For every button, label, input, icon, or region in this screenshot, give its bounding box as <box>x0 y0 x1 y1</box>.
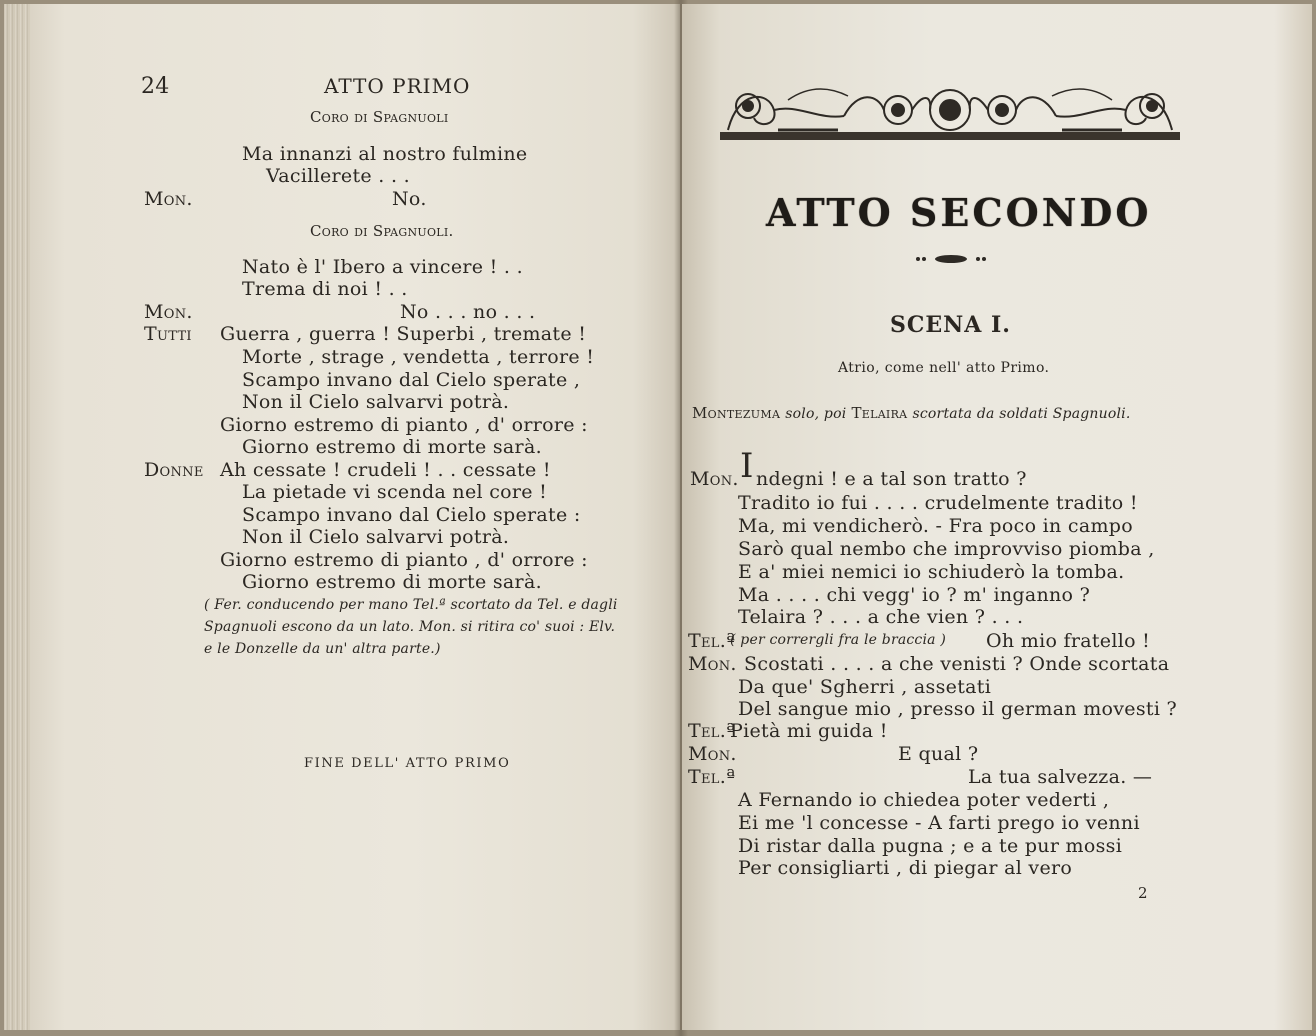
verse-line: Scostati . . . . a che venisti ? Onde scortata <box>744 653 1170 675</box>
speaker-label: Mon. <box>144 188 193 210</box>
speaker-label: Mon. <box>688 653 737 675</box>
verse-line: Telaira ? . . . a che vien ? . . . <box>738 606 1024 628</box>
verse-line: Giorno estremo di pianto , d' orrore : <box>220 414 588 436</box>
stage-direction: Spagnuoli escono da un lato. Mon. si ritira co' suoi : Elv. <box>204 619 616 635</box>
cast-name: Montezuma <box>692 404 781 422</box>
verse-line: Ma . . . . chi vegg' io ? m' inganno ? <box>738 584 1091 606</box>
verse-line: Scampo invano dal Cielo sperate : <box>242 504 581 526</box>
right-page <box>682 4 1312 1030</box>
verse-line: A Fernando io chiedea poter vederti , <box>738 789 1110 811</box>
verse-line: Ah cessate ! crudeli ! . . cessate ! <box>220 459 551 481</box>
speaker-label: Tel.ª <box>688 630 736 652</box>
verse-line: Scampo invano dal Cielo sperate , <box>242 369 581 391</box>
verse-line: E a' miei nemici io schiuderò la tomba. <box>738 561 1125 583</box>
verse-line: Guerra , guerra ! Superbi , tremate ! <box>220 323 587 345</box>
verse-line: Giorno estremo di morte sarà. <box>242 436 542 458</box>
verse-line: No . . . no . . . <box>400 301 536 323</box>
page-edges <box>4 4 30 1030</box>
verse-line: Ma innanzi al nostro fulmine <box>242 143 528 165</box>
stage-direction: ( Fer. conducendo per mano Tel.ª scortato da Tel. e dagli <box>204 597 618 613</box>
speaker-label: Tel.ª <box>688 766 736 788</box>
verse-line: Ma, mi vendicherò. - Fra poco in campo <box>738 515 1133 537</box>
chorus-heading: Coro di Spagnuoli <box>310 108 449 126</box>
verse-line: Da que' Sgherri , assetati <box>738 676 992 698</box>
verse-line: Morte , strage , vendetta , terrore ! <box>242 346 595 368</box>
verse-line: Ei me 'l concesse - A farti prego io venni <box>738 812 1140 834</box>
stage-direction: ( per corrergli fra le braccia ) <box>730 632 947 648</box>
verse-line: Tradito io fui . . . . crudelmente tradito ! <box>738 492 1138 514</box>
verse-line: Di ristar dalla pugna ; e a te pur mossi <box>738 835 1123 857</box>
cast-name: Telaira <box>851 404 908 422</box>
verse-line: Trema di noi ! . . <box>242 278 408 300</box>
verse-line: ndegni ! e a tal son tratto ? <box>756 468 1027 490</box>
speaker-label: Mon. <box>688 743 737 765</box>
verse-line: Non il Cielo salvarvi potrà. <box>242 526 510 548</box>
cast-direction: scortata da soldati Spagnuoli. <box>912 406 1131 422</box>
headpiece-ornament-icon <box>718 80 1182 146</box>
verse-line: La pietade vi scenda nel core ! <box>242 481 548 503</box>
speaker-label: Tutti <box>144 323 192 345</box>
verse-line: E qual ? <box>898 743 979 765</box>
verse-line: Del sangue mio , presso il german movesti ? <box>738 698 1178 720</box>
scene-heading: SCENA I. <box>890 312 1011 338</box>
stage-direction: e le Donzelle da un' altra parte.) <box>204 641 441 657</box>
verse-line: Non il Cielo salvarvi potrà. <box>242 391 510 413</box>
cast-line <box>692 404 1130 422</box>
signature-mark: 2 <box>1138 884 1148 902</box>
verse-line: Giorno estremo di pianto , d' orrore : <box>220 549 588 571</box>
verse-line: Vacillerete . . . <box>266 165 410 187</box>
act-title: ATTO SECONDO <box>766 190 1152 235</box>
chorus-heading: Coro di Spagnuoli. <box>310 222 454 240</box>
running-head: ATTO PRIMO <box>324 74 471 98</box>
verse-line: Giorno estremo di morte sarà. <box>242 571 542 593</box>
speaker-label: Tel.ª <box>688 720 736 742</box>
speaker-label: Mon. <box>144 301 193 323</box>
cast-direction: solo, poi <box>785 406 847 422</box>
verse-line: Pietà mi guida ! <box>730 720 888 742</box>
end-of-act: FINE DELL' ATTO PRIMO <box>304 756 511 771</box>
verse-line: Nato è l' Ibero a vincere ! . . <box>242 256 523 278</box>
verse-line: Oh mio fratello ! <box>986 630 1151 652</box>
verse-line: Per consigliarti , di piegar al vero <box>738 857 1073 879</box>
page-number: 24 <box>141 74 170 99</box>
verse-line: No. <box>392 188 427 210</box>
verse-line: Sarò qual nembo che improvviso piomba , <box>738 538 1155 560</box>
speaker-label: Donne <box>144 459 204 481</box>
divider-ornament-icon <box>914 252 988 266</box>
setting-line: Atrio, come nell' atto Primo. <box>838 360 1050 376</box>
drop-initial: I <box>740 446 754 486</box>
speaker-label: Mon. <box>690 468 739 490</box>
verse-line: La tua salvezza. — <box>968 766 1153 788</box>
left-page <box>4 4 680 1030</box>
